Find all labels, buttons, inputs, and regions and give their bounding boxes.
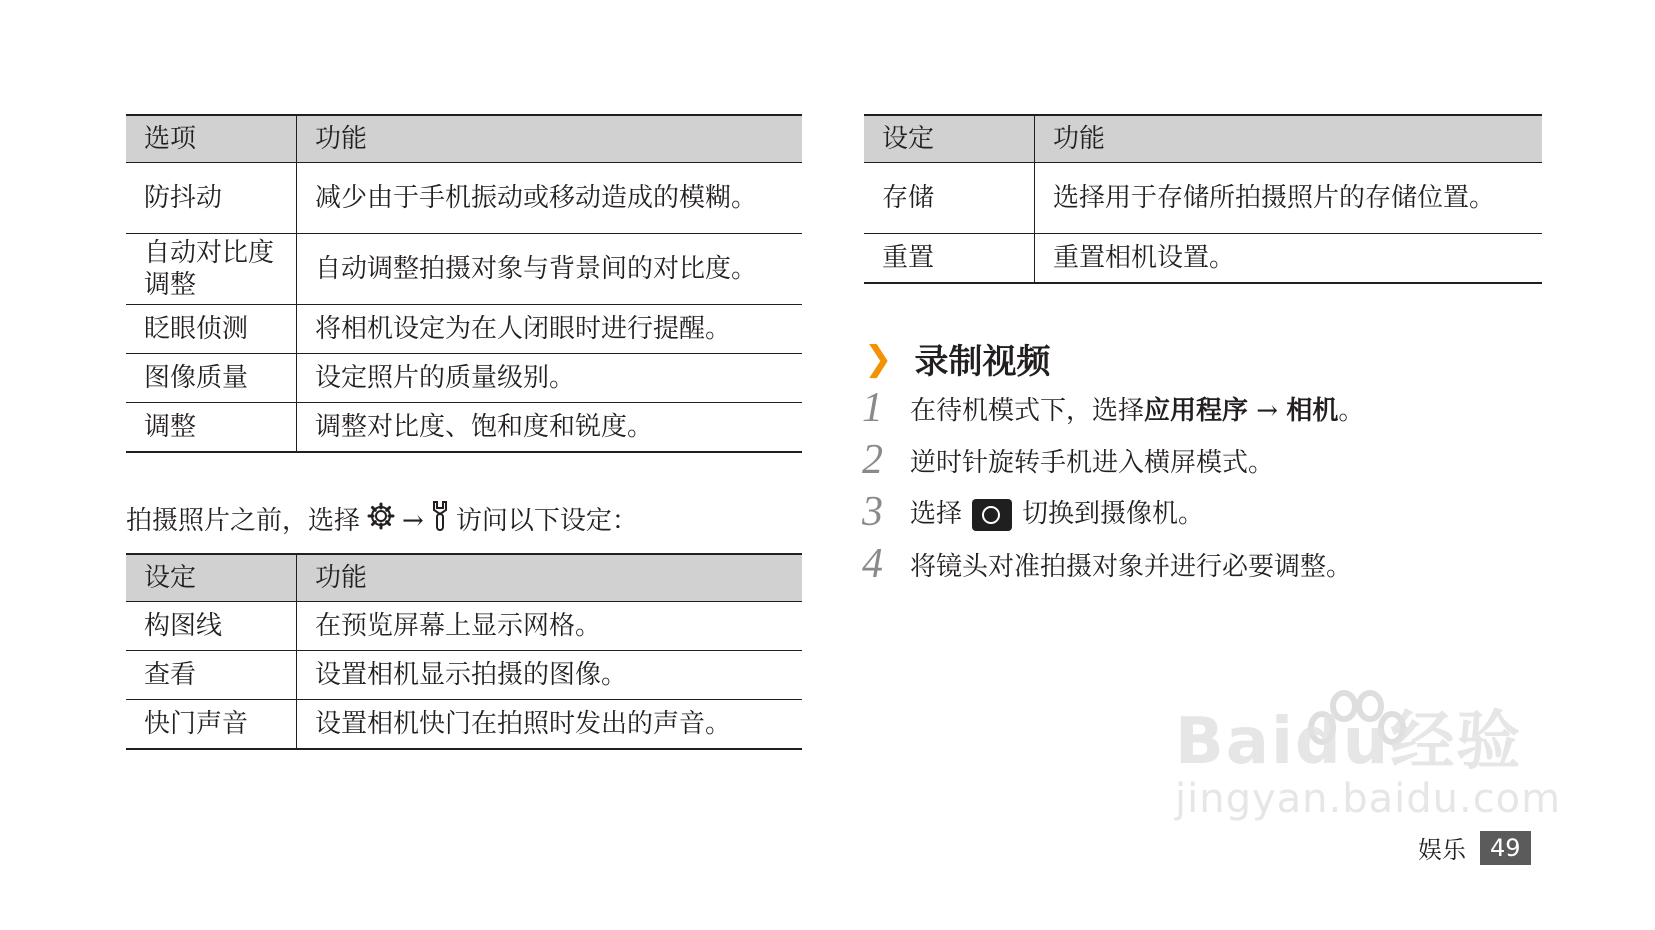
step-item <box>862 488 1204 536</box>
section-title: 录制视频 <box>914 342 1051 382</box>
table-row <box>126 403 802 453</box>
option-desc: 将相机设定为在人闭眼时进行提醒。 <box>315 314 732 344</box>
table-row <box>126 651 802 700</box>
gear-icon <box>366 501 396 543</box>
setting-desc: 重置相机设置。 <box>1053 243 1236 273</box>
table-header-row <box>126 115 802 163</box>
step-menu-camera: 相机 <box>1286 395 1339 426</box>
intro-after: 访问以下设定： <box>455 506 638 536</box>
intro-before: 拍摄照片之前，选择 <box>126 506 361 536</box>
photo-settings-table <box>126 553 802 750</box>
chapter-label: 娱乐 <box>1418 836 1466 864</box>
step-text: 逆时针旋转手机进入横屏模式。 <box>910 447 1275 478</box>
setting-desc: 在预览屏幕上显示网格。 <box>315 611 602 641</box>
step-item <box>862 384 1364 432</box>
step-item <box>862 540 1352 588</box>
header-function: 功能 <box>297 115 803 163</box>
header-option: 选项 <box>126 115 297 163</box>
setting-name: 重置 <box>864 234 1035 284</box>
option-name: 自动对比度调整 <box>126 234 297 305</box>
setting-name: 构图线 <box>126 602 297 651</box>
header-setting: 设定 <box>864 115 1035 163</box>
option-desc: 设定照片的质量级别。 <box>315 363 576 393</box>
option-desc: 自动调整拍摄对象与背景间的对比度。 <box>315 254 758 284</box>
step-text <box>910 390 1364 427</box>
option-name: 防抖动 <box>126 163 297 234</box>
chevron-right-icon: ❯ <box>864 338 893 379</box>
step-number: 2 <box>862 437 883 483</box>
table-row <box>126 354 802 403</box>
step-text-post: 。 <box>1338 395 1365 426</box>
table-row <box>864 234 1542 284</box>
setting-name: 查看 <box>126 651 297 700</box>
watermark-url: jingyan.baidu.com <box>1175 776 1562 822</box>
step-item <box>862 436 1274 484</box>
storage-settings-table <box>864 114 1542 284</box>
watermark-main: Baidu经验 <box>1175 705 1523 779</box>
baidu-watermark <box>1175 690 1561 822</box>
header-setting: 设定 <box>126 554 297 602</box>
camera-icon <box>972 499 1012 531</box>
step-text: 将镜头对准拍摄对象并进行必要调整。 <box>910 551 1353 582</box>
table-header-row <box>126 554 802 602</box>
options-table <box>126 114 802 453</box>
table-row <box>126 234 802 305</box>
step-number: 4 <box>862 541 883 587</box>
table-row <box>864 163 1542 234</box>
setting-desc: 设置相机显示拍摄的图像。 <box>315 660 628 690</box>
setting-name: 存储 <box>864 163 1035 234</box>
option-name: 调整 <box>126 403 297 453</box>
section-heading <box>864 334 1051 383</box>
table-header-row <box>864 115 1542 163</box>
header-function: 功能 <box>1035 115 1543 163</box>
setting-name: 快门声音 <box>126 700 297 750</box>
option-desc: 减少由于手机振动或移动造成的模糊。 <box>315 183 758 213</box>
table-row <box>126 163 802 234</box>
step-text <box>910 493 1204 531</box>
option-desc: 调整对比度、饱和度和锐度。 <box>315 412 654 442</box>
table-row <box>126 602 802 651</box>
page-footer <box>1418 830 1531 865</box>
step-number: 1 <box>862 385 883 431</box>
step-number: 3 <box>862 489 883 535</box>
option-name: 图像质量 <box>126 354 297 403</box>
option-name: 眨眼侦测 <box>126 305 297 354</box>
table-row <box>126 700 802 750</box>
step-menu-apps: 应用程序 <box>1144 395 1249 426</box>
step-arrow: → <box>1256 395 1279 426</box>
step-text-pre: 在待机模式下，选择 <box>910 395 1145 426</box>
setting-desc: 设置相机快门在拍照时发出的声音。 <box>315 709 732 739</box>
header-function: 功能 <box>297 554 803 602</box>
step-text-pre: 选择 <box>910 499 963 529</box>
setting-desc: 选择用于存储所拍摄照片的存储位置。 <box>1053 183 1496 213</box>
intro-arrow: → <box>402 506 424 536</box>
settings-intro <box>126 500 638 544</box>
page-number: 49 <box>1480 831 1531 865</box>
table-row <box>126 305 802 354</box>
wrench-icon <box>430 500 450 544</box>
step-text-post: 切换到摄像机。 <box>1022 499 1205 529</box>
